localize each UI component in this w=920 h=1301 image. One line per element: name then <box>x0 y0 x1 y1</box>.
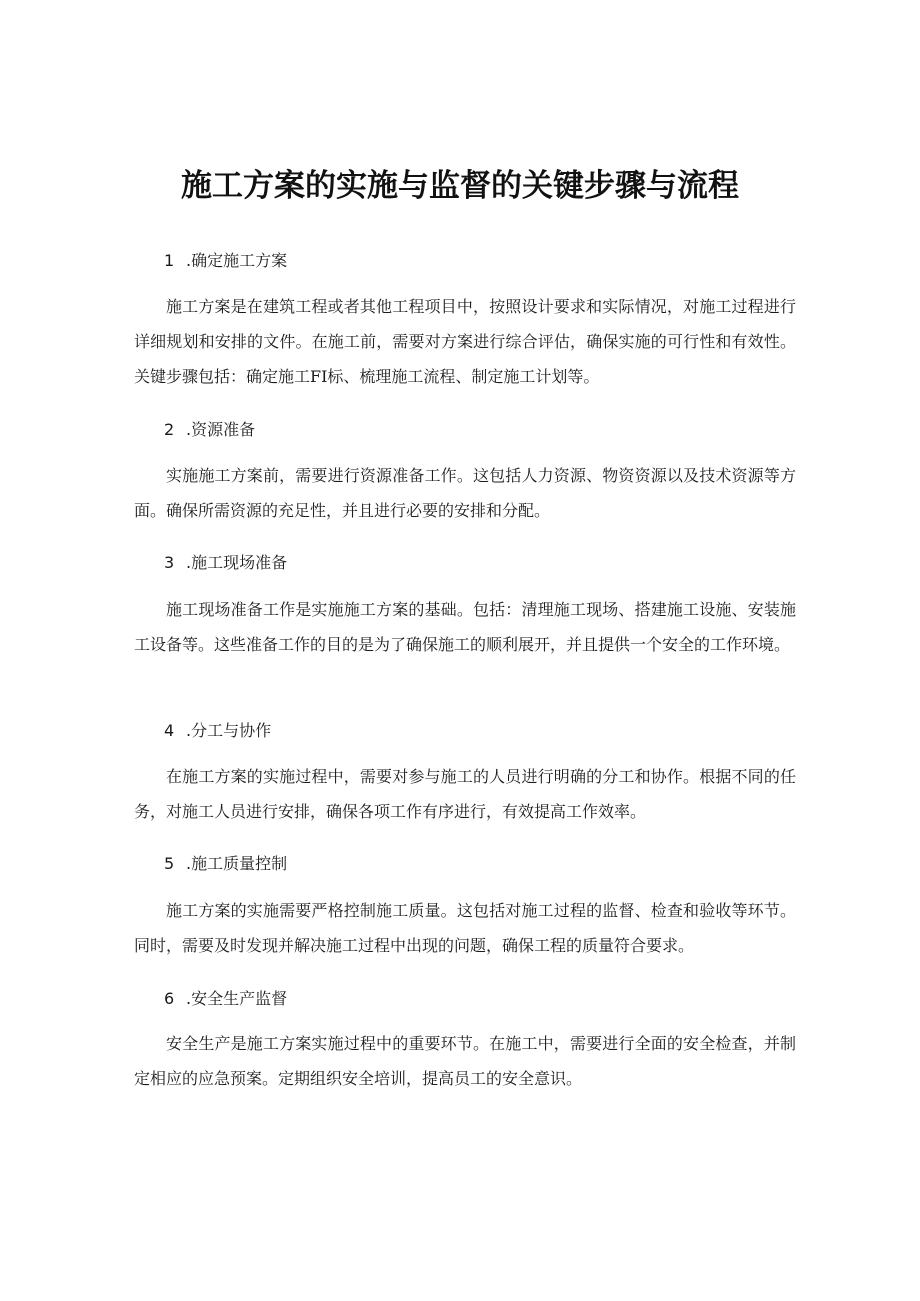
section-heading-text: .施工现场准备 <box>186 553 288 572</box>
section-number: 5 <box>164 854 175 873</box>
section-body-6: 安全生产是施工方案实施过程中的重要环节。在施工中，需要进行全面的安全检查，并制定相应的应急预案。定期组织安全培训，提高员工的安全意识。 <box>134 1034 796 1088</box>
section-body-2: 实施施工方案前，需要进行资源准备工作。这包括人力资源、物资资源以及技术资源等方面。确保所需资源的充足性，并且进行必要的安排和分配。 <box>134 466 796 520</box>
section-heading-text: .施工质量控制 <box>186 854 288 873</box>
section-number: 4 <box>164 721 175 740</box>
section-heading-text: .安全生产监督 <box>186 989 288 1008</box>
section-heading-text: .资源准备 <box>186 420 256 439</box>
section-heading-4 <box>164 718 271 741</box>
section-body-1: 施工方案是在建筑工程或者其他工程项目中，按照设计要求和实际情况，对施工过程进行详细规划和安排的文件。在施工前，需要对方案进行综合评估，确保实施的可行性和有效性。关键步骤包括：确定施工FI标、梳理施工流程、制定施工计划等。 <box>134 297 796 386</box>
section-heading-2 <box>164 417 255 440</box>
section-heading-text: .分工与协作 <box>186 721 272 740</box>
document-title: 施工方案的实施与监督的关键步骤与流程 <box>181 168 739 204</box>
section-heading-text: .确定施工方案 <box>186 251 288 270</box>
section-heading-3 <box>164 550 287 573</box>
section-body-5: 施工方案的实施需要严格控制施工质量。这包括对施工过程的监督、检查和验收等环节。同时，需要及时发现并解决施工过程中出现的问题，确保工程的质量符合要求。 <box>134 901 796 955</box>
section-number: 6 <box>164 989 175 1008</box>
section-number: 3 <box>164 553 175 572</box>
section-heading-5 <box>164 851 287 874</box>
section-heading-6 <box>164 986 287 1009</box>
section-number: 1 <box>164 251 175 270</box>
section-number: 2 <box>164 420 175 439</box>
section-body-3: 施工现场准备工作是实施施工方案的基础。包括：清理施工现场、搭建施工设施、安装施工设备等。这些准备工作的目的是为了确保施工的顺利展开，并且提供一个安全的工作环境。 <box>134 600 796 654</box>
section-heading-1 <box>164 248 287 271</box>
section-body-4: 在施工方案的实施过程中，需要对参与施工的人员进行明确的分工和协作。根据不同的任务，对施工人员进行安排，确保各项工作有序进行，有效提高工作效率。 <box>134 767 796 821</box>
